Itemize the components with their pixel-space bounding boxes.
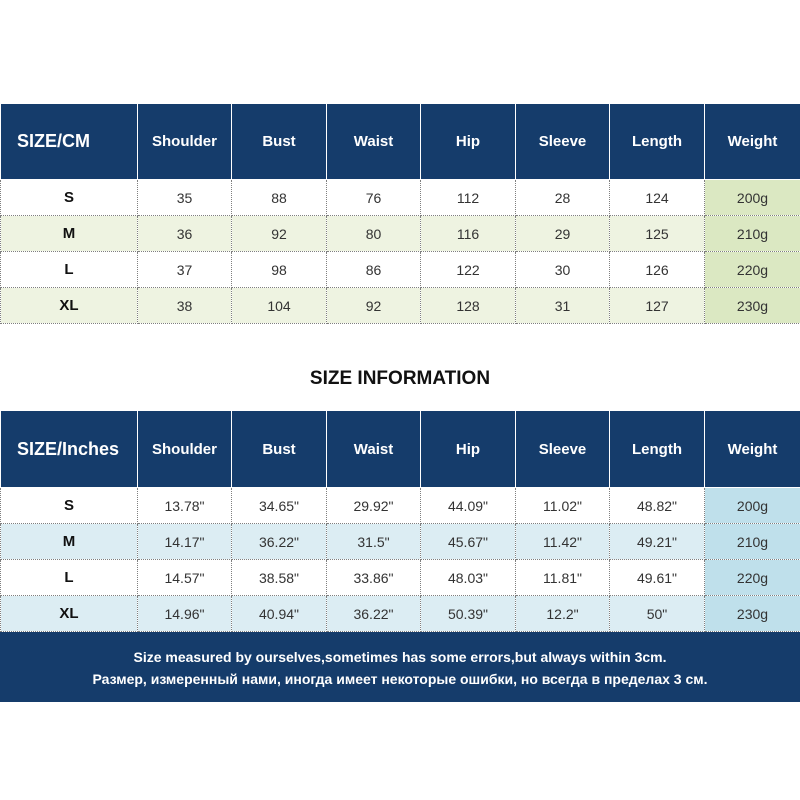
table-row — [1, 288, 800, 324]
header-shoulder: Shoulder — [138, 411, 232, 488]
cell-sleeve: 31 — [516, 288, 610, 324]
cell-sleeve: 11.81" — [516, 560, 610, 596]
cell-waist: 86 — [327, 252, 421, 288]
header-sleeve: Sleeve — [516, 411, 610, 488]
cell-weight: 200g — [705, 488, 800, 524]
cell-bust: 36.22" — [232, 524, 327, 560]
cell-length: 49.61" — [610, 560, 705, 596]
size-information-title: SIZE INFORMATION — [309, 368, 491, 389]
cell-weight: 210g — [705, 216, 800, 252]
header-shoulder: Shoulder — [138, 104, 232, 180]
cell-bust: 38.58" — [232, 560, 327, 596]
header-length: Length — [610, 104, 705, 180]
cell-shoulder: 35 — [138, 180, 232, 216]
cell-sleeve: 28 — [516, 180, 610, 216]
cell-hip: 122 — [421, 252, 516, 288]
cell-bust: 40.94" — [232, 596, 327, 632]
cell-waist: 80 — [327, 216, 421, 252]
measurement-note — [0, 632, 800, 702]
header-hip: Hip — [421, 411, 516, 488]
size-table-inches — [0, 410, 800, 632]
size-label: S — [1, 180, 138, 216]
header-sleeve: Sleeve — [516, 104, 610, 180]
cell-shoulder: 14.17" — [138, 524, 232, 560]
size-label: M — [1, 524, 138, 560]
table-row — [1, 216, 800, 252]
table-header-row — [1, 411, 800, 488]
cell-bust: 92 — [232, 216, 327, 252]
table-row — [1, 252, 800, 288]
header-length: Length — [610, 411, 705, 488]
cell-sleeve: 12.2" — [516, 596, 610, 632]
note-english: Size measured by ourselves,sometimes has some errors,but always within 3cm. — [133, 649, 667, 665]
cell-length: 48.82" — [610, 488, 705, 524]
header-weight: Weight — [705, 411, 800, 488]
cell-hip: 45.67" — [421, 524, 516, 560]
cell-hip: 116 — [421, 216, 516, 252]
cell-sleeve: 29 — [516, 216, 610, 252]
cell-hip: 128 — [421, 288, 516, 324]
cell-hip: 44.09" — [421, 488, 516, 524]
cell-weight: 200g — [705, 180, 800, 216]
table-row — [1, 488, 800, 524]
table-corner-label: SIZE/CM — [1, 104, 138, 180]
cell-shoulder: 38 — [138, 288, 232, 324]
cell-shoulder: 13.78" — [138, 488, 232, 524]
table-corner-label: SIZE/Inches — [1, 411, 138, 488]
header-waist: Waist — [327, 104, 421, 180]
cell-weight: 210g — [705, 524, 800, 560]
size-table-cm — [0, 103, 800, 324]
cell-length: 126 — [610, 252, 705, 288]
cell-weight: 230g — [705, 288, 800, 324]
table-row — [1, 560, 800, 596]
cell-waist: 92 — [327, 288, 421, 324]
cell-waist: 36.22" — [327, 596, 421, 632]
cell-bust: 88 — [232, 180, 327, 216]
header-bust: Bust — [232, 104, 327, 180]
cell-waist: 33.86" — [327, 560, 421, 596]
cell-hip: 112 — [421, 180, 516, 216]
cell-bust: 98 — [232, 252, 327, 288]
table-header-row — [1, 104, 800, 180]
size-label: M — [1, 216, 138, 252]
size-label: XL — [1, 288, 138, 324]
header-bust: Bust — [232, 411, 327, 488]
cell-length: 125 — [610, 216, 705, 252]
cell-shoulder: 37 — [138, 252, 232, 288]
cell-waist: 76 — [327, 180, 421, 216]
cell-bust: 34.65" — [232, 488, 327, 524]
cell-length: 49.21" — [610, 524, 705, 560]
table-row — [1, 524, 800, 560]
note-russian: Размер, измеренный нами, иногда имеет некоторые ошибки, но всегда в пределах 3 см. — [92, 671, 708, 687]
cell-sleeve: 30 — [516, 252, 610, 288]
cell-shoulder: 36 — [138, 216, 232, 252]
cell-sleeve: 11.02" — [516, 488, 610, 524]
size-label: L — [1, 252, 138, 288]
cell-weight: 220g — [705, 252, 800, 288]
size-label: L — [1, 560, 138, 596]
cell-hip: 50.39" — [421, 596, 516, 632]
cell-sleeve: 11.42" — [516, 524, 610, 560]
header-weight: Weight — [705, 104, 800, 180]
cell-length: 127 — [610, 288, 705, 324]
header-waist: Waist — [327, 411, 421, 488]
cell-bust: 104 — [232, 288, 327, 324]
table-row — [1, 596, 800, 632]
cell-shoulder: 14.57" — [138, 560, 232, 596]
size-label: S — [1, 488, 138, 524]
size-label: XL — [1, 596, 138, 632]
header-hip: Hip — [421, 104, 516, 180]
cell-hip: 48.03" — [421, 560, 516, 596]
table-row — [1, 180, 800, 216]
cell-length: 124 — [610, 180, 705, 216]
cell-waist: 29.92" — [327, 488, 421, 524]
cell-shoulder: 14.96" — [138, 596, 232, 632]
cell-length: 50" — [610, 596, 705, 632]
cell-weight: 220g — [705, 560, 800, 596]
cell-weight: 230g — [705, 596, 800, 632]
cell-waist: 31.5" — [327, 524, 421, 560]
